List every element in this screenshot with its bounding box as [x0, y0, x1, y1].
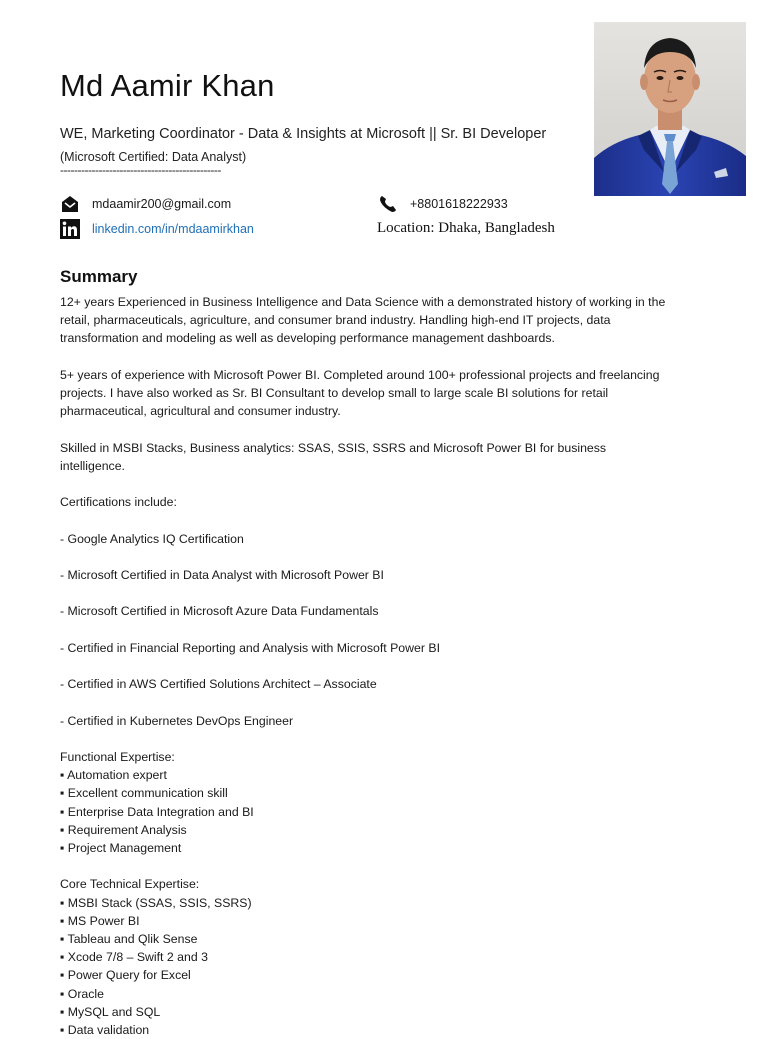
mail-icon [60, 194, 80, 214]
linkedin-contact[interactable] [60, 219, 254, 239]
email-contact[interactable] [60, 194, 231, 214]
functional-expertise-heading: Functional Expertise: [60, 749, 175, 764]
functional-expertise-list [60, 766, 670, 857]
linkedin-icon [60, 219, 80, 239]
email-text[interactable]: mdaamir200@gmail.com [92, 197, 232, 211]
headline: WE, Marketing Coordinator - Data & Insights at Microsoft || Sr. BI Developer [60, 126, 547, 142]
summary-paragraph-1: 12+ years Experienced in Business Intelligence and Data Science with a demonstrated history of working in the retail, pharmaceuticals, agriculture, and consumer brand industry. Handling high-end IT projects, data transformation and modeling as well as developing performance management dashboards. [60, 295, 666, 346]
list-item: ▪ Tableau and Qlik Sense [60, 931, 198, 946]
list-item: ▪ Project Management [60, 840, 182, 855]
list-item: ▪ Requirement Analysis [60, 822, 187, 837]
certification-item: - Google Analytics IQ Certification [60, 531, 244, 546]
phone-text[interactable]: +8801618222933 [410, 197, 508, 211]
candidate-name: Md Aamir Khan [60, 68, 275, 103]
certification-item: - Microsoft Certified in Microsoft Azure Data Fundamentals [60, 604, 379, 619]
linkedin-link[interactable]: linkedin.com/in/mdaamirkhan [92, 222, 254, 236]
list-item: ▪ MS Power BI [60, 913, 140, 928]
separator-line: ---------------------------------------------- [60, 163, 221, 177]
certification-item: - Microsoft Certified in Data Analyst with Microsoft Power BI [60, 567, 384, 582]
technical-expertise-list [60, 894, 670, 1039]
summary-paragraph-3: Skilled in MSBI Stacks, Business analytics: SSAS, SSIS, SSRS and Microsoft Power BI for business intelligence. [60, 440, 607, 473]
list-item: ▪ Enterprise Data Integration and BI [60, 804, 254, 819]
list-item: ▪ MySQL and SQL [60, 1004, 161, 1019]
certification-item: - Certified in Financial Reporting and Analysis with Microsoft Power BI [60, 640, 440, 655]
phone-contact[interactable] [378, 194, 508, 214]
list-item: ▪ Automation expert [60, 768, 167, 783]
technical-expertise-heading: Core Technical Expertise: [60, 877, 200, 892]
summary-title: Summary [60, 267, 138, 286]
summary-body [60, 293, 670, 1039]
list-item: ▪ Power Query for Excel [60, 968, 191, 983]
certification-item: - Certified in Kubernetes DevOps Engineer [60, 713, 294, 728]
summary-paragraph-2: 5+ years of experience with Microsoft Power BI. Completed around 100+ professional projects and freelancing projects. I have also worked as Sr. BI Consultant to develop small to large scale BI solutions for retail pharmaceutical, agricultural and consumer industry. [60, 367, 660, 419]
list-item: ▪ MSBI Stack (SSAS, SSIS, SSRS) [60, 895, 252, 910]
list-item: ▪ Oracle [60, 986, 104, 1001]
certification-item: - Certified in AWS Certified Solutions Architect – Associate [60, 677, 377, 692]
certification-subline: (Microsoft Certified: Data Analyst) [60, 150, 247, 164]
list-item: ▪ Data validation [60, 1022, 150, 1037]
location-text: Location: Dhaka, Bangladesh [377, 220, 555, 236]
certifications-heading: Certifications include: [60, 495, 177, 510]
list-item: ▪ Xcode 7/8 – Swift 2 and 3 [60, 950, 208, 965]
list-item: ▪ Excellent communication skill [60, 786, 228, 801]
profile-photo [594, 22, 746, 196]
phone-icon [378, 194, 398, 214]
